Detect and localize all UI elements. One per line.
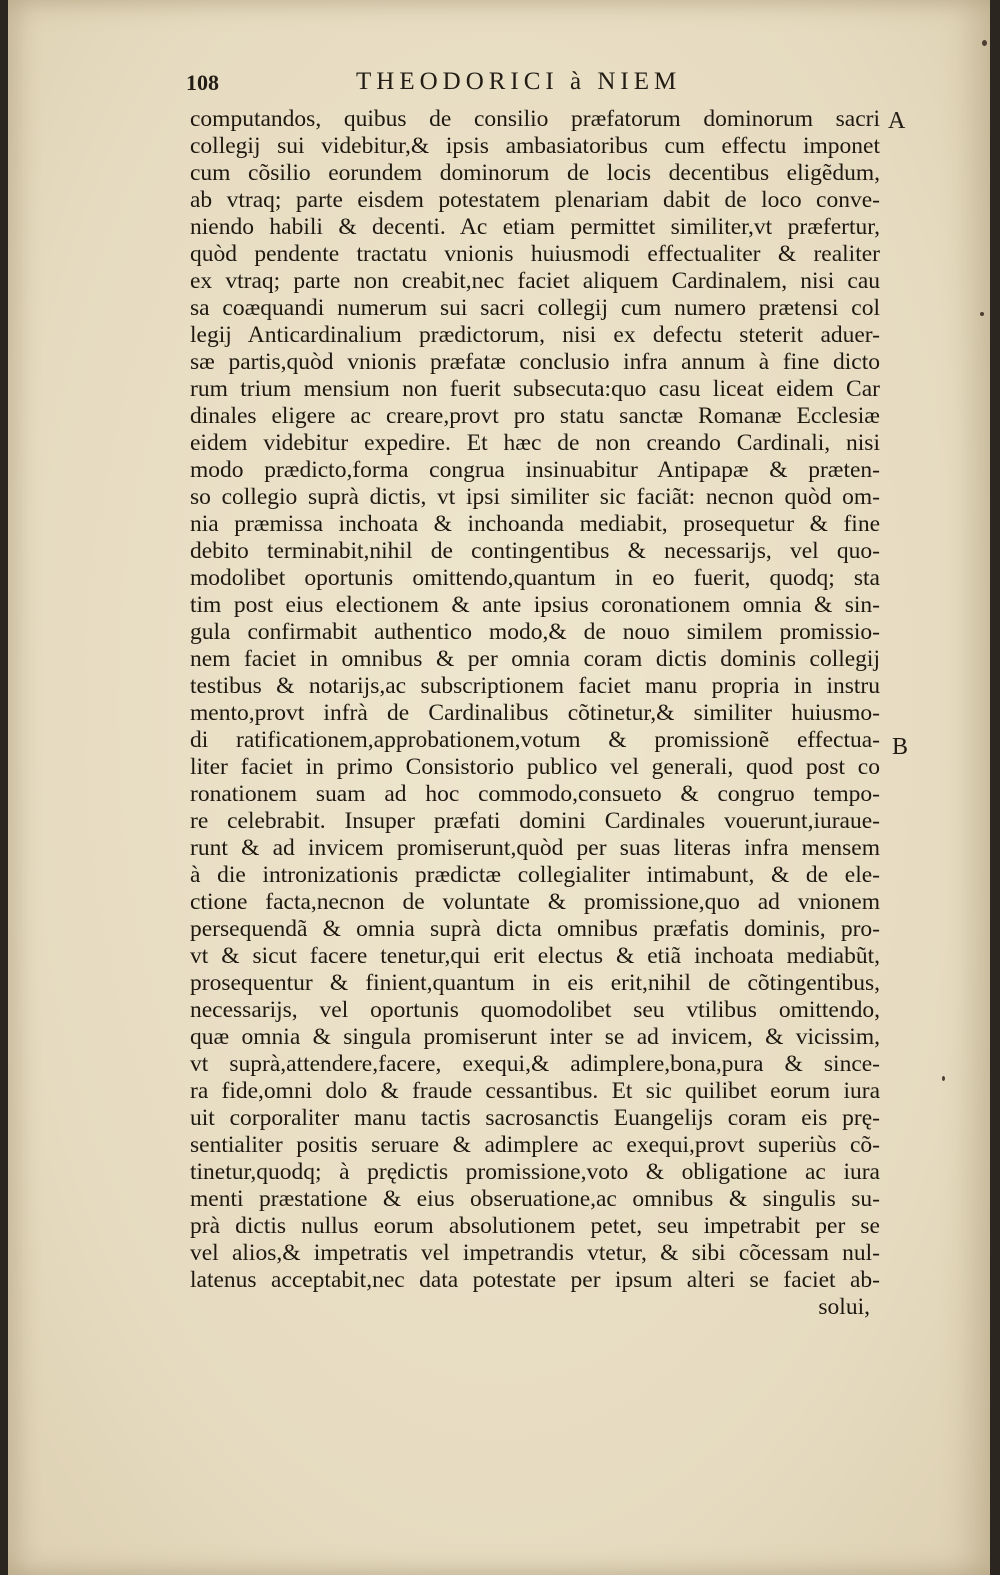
text-line: ronationem suam ad hoc commodo,consueto & congruo tempo- xyxy=(190,781,880,807)
text-line: modo prædicto,forma congrua insinuabitur Antipapæ & præten- xyxy=(190,457,880,483)
text-line: sentialiter positis seruare & adimplere ac exequi,provt superiùs cõ- xyxy=(190,1132,880,1158)
text-line: ctione facta,necnon de voluntate & promissione,quo ad vnionem xyxy=(190,889,880,915)
text-line: di ratificationem,approbationem,votum & promissionẽ effectua- xyxy=(190,727,880,753)
text-line: dinales eligere ac creare,provt pro statu sanctæ Romanæ Ecclesiæ xyxy=(190,403,880,429)
text-line: vt suprà,attendere,facere, exequi,& adimplere,bona,pura & since- xyxy=(190,1051,880,1077)
text-line: nia præmissa inchoata & inchoanda mediabit, prosequetur & fine xyxy=(190,511,880,537)
text-line: ex vtraq; parte non creabit,nec faciet aliquem Cardinalem, nisi cau xyxy=(190,268,880,294)
text-line: mento,provt infrà de Cardinalibus cõtinetur,& similiter huiusmo- xyxy=(190,700,880,726)
text-line: sæ partis,quòd vnionis præfatæ conclusio infra annum à fine dicto xyxy=(190,349,880,375)
text-line: prà dictis nullus eorum absolutionem petet, seu impetrabit per se xyxy=(190,1213,880,1239)
text-line: nem faciet in omnibus & per omnia coram dictis dominis collegij xyxy=(190,646,880,672)
text-line: quòd pendente tractatu vnionis huiusmodi effectualiter & realiter xyxy=(190,241,880,267)
text-line: debito terminabit,nihil de contingentibus & necessarijs, vel quo- xyxy=(190,538,880,564)
text-line: testibus & notarijs,ac subscriptionem faciet manu propria in instru xyxy=(190,673,880,699)
text-line: quæ omnia & singula promiserunt inter se ad invicem, & vicissim, xyxy=(190,1024,880,1050)
text-line: rum trium mensium non fuerit subsecuta:quo casu liceat eidem Car xyxy=(190,376,880,402)
text-line: persequendã & omnia suprà dicta omnibus præfatis dominis, pro- xyxy=(190,916,880,942)
text-line: tim post eius electionem & ante ipsius coronationem omnia & sin- xyxy=(190,592,880,618)
margin-letter-b: B xyxy=(892,734,909,760)
text-line: so collegio suprà dictis, vt ipsi similiter sic faciãt: necnon quòd om- xyxy=(190,484,880,510)
text-line: niendo habili & decenti. Ac etiam permittet similiter,vt præfertur, xyxy=(190,214,880,240)
text-line: modolibet oportunis omittendo,quantum in eo fuerit, quodq; sta xyxy=(190,565,880,591)
text-line: menti præstatione & eius obseruatione,ac omnibus & singulis su- xyxy=(190,1186,880,1212)
text-line: vel alios,& impetratis vel impetrandis vtetur, & sibi cõcessam nul- xyxy=(190,1240,880,1266)
text-line: re celebrabit. Insuper præfati domini Cardinales vouerunt,iuraue- xyxy=(190,808,880,834)
text-line: prosequentur & finient,quantum in eis erit,nihil de cõtingentibus, xyxy=(190,970,880,996)
text-line: runt & ad invicem promiserunt,quòd per suas literas infra mensem xyxy=(190,835,880,861)
text-line: ra fide,omni dolo & fraude cessantibus. Et sic quilibet eorum iura xyxy=(190,1078,880,1104)
text-line: latenus acceptabit,nec data potestate per ipsum alteri se faciet ab- xyxy=(190,1267,880,1293)
text-line: computandos, quibus de consilio præfatorum dominorum sacri xyxy=(190,106,880,132)
text-line: liter faciet in primo Consistorio publico vel generali, quod post co xyxy=(190,754,880,780)
ink-speck xyxy=(942,1076,945,1081)
text-line: sa coæquandi numerum sui sacri collegij cum numero prætensi col xyxy=(190,295,880,321)
text-line: vt & sicut facere tenetur,qui erit electus & etiã inchoata mediabũt, xyxy=(190,943,880,969)
text-line: solui, xyxy=(818,1294,870,1320)
text-line: ab vtraq; parte eisdem potestatem plenariam dabit de loco conve- xyxy=(190,187,880,213)
page-number: 108 xyxy=(186,70,219,95)
running-title: THEODORICI à NIEM xyxy=(356,68,682,95)
margin-letter-a: A xyxy=(888,108,906,134)
text-line: necessarijs, vel oportunis quomodolibet seu vtilibus omittendo, xyxy=(190,997,880,1023)
text-line: à die intronizationis prædictæ collegialiter intimabunt, & de ele- xyxy=(190,862,880,888)
body-text xyxy=(190,106,880,1321)
text-line: gula confirmabit authentico modo,& de nouo similem promissio- xyxy=(190,619,880,645)
text-line: cum cõsilio eorundem dominorum de locis decentibus eligẽdum, xyxy=(190,160,880,186)
page-header xyxy=(186,68,746,100)
ink-speck xyxy=(982,40,987,46)
text-line: legij Anticardinalium prædictorum, nisi ex defectu steterit aduer- xyxy=(190,322,880,348)
ink-speck xyxy=(980,312,984,316)
book-page xyxy=(8,0,990,1575)
text-line: tinetur,quodq; à prędictis promissione,voto & obligatione ac iura xyxy=(190,1159,880,1185)
text-line: uit corporaliter manu tactis sacrosanctis Euangelijs coram eis prę- xyxy=(190,1105,880,1131)
text-line: eidem videbitur expedire. Et hæc de non creando Cardinali, nisi xyxy=(190,430,880,456)
text-line: collegij sui videbitur,& ipsis ambasiatoribus cum effectu imponet xyxy=(190,133,880,159)
